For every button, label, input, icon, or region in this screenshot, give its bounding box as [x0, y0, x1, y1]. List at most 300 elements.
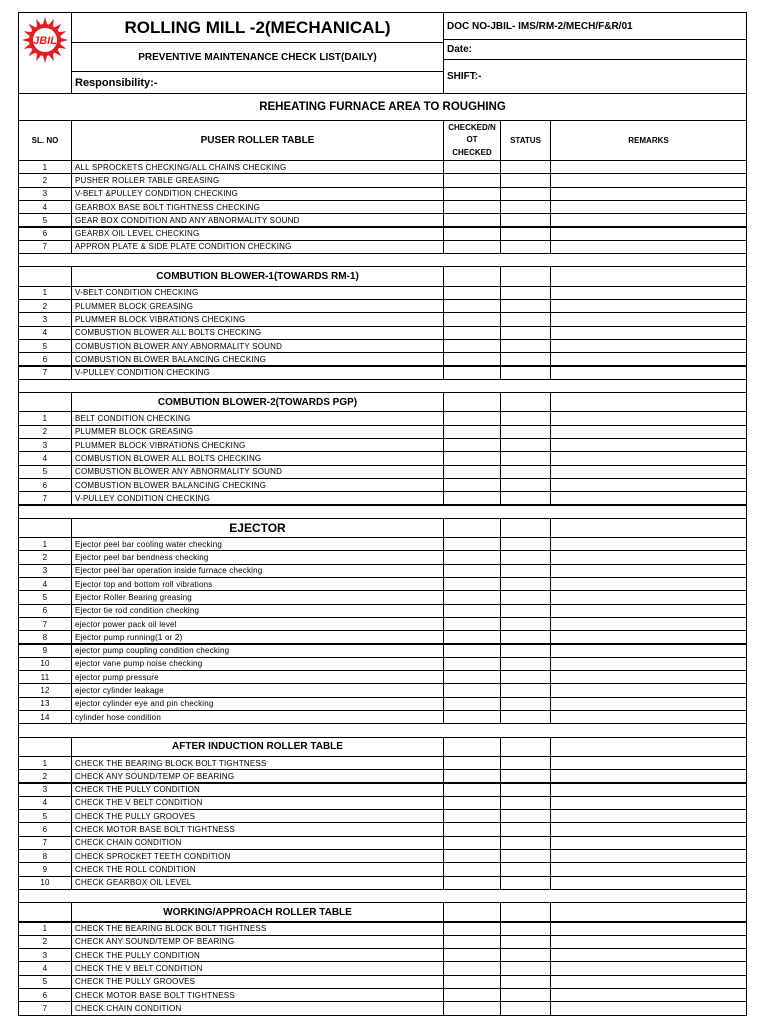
checked-cell[interactable]	[443, 836, 501, 850]
doc-number	[443, 12, 747, 40]
sl-no-cell	[18, 438, 72, 452]
remarks-cell[interactable]	[550, 809, 747, 823]
remarks-cell[interactable]	[550, 312, 747, 326]
checklist-item	[71, 550, 444, 564]
checklist-item-text: PLUMMER BLOCK VIBRATIONS CHECKING	[75, 314, 246, 324]
checklist-item-text: CHECK MOTOR BASE BOLT TIGHTNESS	[75, 990, 235, 1000]
checked-cell[interactable]	[443, 366, 501, 380]
sl-no-cell	[18, 975, 72, 989]
sl-no-cell	[18, 935, 72, 949]
checked-cell[interactable]	[443, 604, 501, 618]
remarks-cell[interactable]	[550, 451, 747, 465]
remarks-cell[interactable]	[550, 975, 747, 989]
remarks-cell[interactable]	[550, 326, 747, 340]
remarks-cell[interactable]	[550, 537, 747, 551]
checked-cell[interactable]	[443, 710, 501, 724]
shift-field	[443, 59, 747, 94]
section-header-empty	[18, 518, 72, 538]
page-title-text: ROLLING MILL -2(MECHANICAL)	[124, 17, 391, 37]
remarks-cell[interactable]	[550, 644, 747, 658]
remarks-cell[interactable]	[550, 227, 747, 241]
remarks-cell[interactable]	[550, 366, 747, 380]
status-cell[interactable]	[500, 564, 551, 578]
checked-cell[interactable]	[443, 822, 501, 836]
checklist-item-text: CHECK THE BEARING BLOCK BOLT TIGHTNESS	[75, 758, 267, 768]
sl-no-cell	[18, 564, 72, 578]
sl-no-cell	[18, 286, 72, 300]
sl-no-cell-text: 4	[42, 798, 48, 808]
remarks-cell[interactable]	[550, 286, 747, 300]
checked-cell[interactable]	[443, 756, 501, 770]
remarks-cell[interactable]	[550, 922, 747, 936]
checklist-item-text: COMBUSTION BLOWER ALL BOLTS CHECKING	[75, 453, 262, 463]
section-header-empty	[550, 266, 747, 286]
remarks-cell[interactable]	[550, 670, 747, 684]
status-cell[interactable]	[500, 326, 551, 340]
checked-cell[interactable]	[443, 286, 501, 300]
checked-cell[interactable]	[443, 352, 501, 366]
status-cell[interactable]	[500, 160, 551, 174]
remarks-cell[interactable]	[550, 577, 747, 591]
status-cell[interactable]	[500, 227, 551, 241]
status-cell[interactable]	[500, 187, 551, 201]
sl-no-cell-text: 14	[40, 712, 50, 722]
section-header-empty	[500, 737, 551, 757]
checklist-item	[71, 352, 444, 366]
checklist-item-text: CHECK THE PULLY GROOVES	[75, 977, 196, 987]
sl-no-cell-text: 3	[42, 189, 48, 199]
section-header-empty	[18, 737, 72, 757]
remarks-cell[interactable]	[550, 299, 747, 313]
checklist-item-text: PLUMMER BLOCK GREASING	[75, 301, 194, 311]
checked-cell[interactable]	[443, 876, 501, 890]
area-title-text: REHEATING FURNACE AREA TO ROUGHING	[259, 101, 506, 113]
status-cell[interactable]	[500, 173, 551, 187]
shift-field-text: SHIFT:-	[447, 71, 482, 82]
status-cell[interactable]	[500, 876, 551, 890]
status-cell[interactable]	[500, 312, 551, 326]
remarks-cell[interactable]	[550, 961, 747, 975]
checked-cell[interactable]	[443, 1001, 501, 1015]
sl-no-cell	[18, 769, 72, 783]
checked-cell[interactable]	[443, 590, 501, 604]
checked-cell[interactable]	[443, 697, 501, 711]
section-title-text: PUSER ROLLER TABLE	[200, 135, 315, 146]
checked-cell[interactable]	[443, 299, 501, 313]
sl-no-cell	[18, 577, 72, 591]
checklist-item-text: CHECK THE PULLY CONDITION	[75, 950, 201, 960]
status-cell[interactable]	[500, 451, 551, 465]
section-header-empty	[443, 518, 501, 538]
sl-no-cell-text: 4	[42, 964, 48, 974]
section-title	[71, 392, 444, 412]
checklist-item-text: CHECK THE BEARING BLOCK BOLT TIGHTNESS	[75, 924, 267, 934]
checked-cell[interactable]	[443, 326, 501, 340]
section-header-empty	[500, 266, 551, 286]
sl-no-cell	[18, 312, 72, 326]
checked-cell[interactable]	[443, 564, 501, 578]
sl-no-cell	[18, 227, 72, 241]
sl-no-cell	[18, 537, 72, 551]
spacer-row	[18, 253, 747, 267]
sl-no-cell-text: 2	[42, 771, 48, 781]
sl-no-cell	[18, 809, 72, 823]
sl-no-cell	[18, 478, 72, 492]
remarks-cell[interactable]	[550, 187, 747, 201]
status-cell[interactable]	[500, 604, 551, 618]
checked-cell[interactable]	[443, 961, 501, 975]
sl-no-cell-text: 5	[42, 811, 48, 821]
status-cell[interactable]	[500, 491, 551, 505]
status-cell[interactable]	[500, 286, 551, 300]
status-cell[interactable]	[500, 657, 551, 671]
section-header-empty	[18, 902, 72, 922]
status-cell[interactable]	[500, 550, 551, 564]
col-header-checked-text: CHECKED/N OT CHECKED	[448, 122, 496, 157]
sl-no-cell-text: 4	[42, 328, 48, 338]
responsibility-field-text: Responsibility:-	[75, 76, 158, 89]
doc-number-text: DOC NO-JBIL- IMS/RM-2/MECH/F&R/01	[447, 20, 633, 32]
remarks-cell[interactable]	[550, 657, 747, 671]
remarks-cell[interactable]	[550, 683, 747, 697]
checklist-item-text: PUSHER ROLLER TABLE GREASING	[75, 175, 220, 185]
remarks-cell[interactable]	[550, 465, 747, 479]
sl-no-cell	[18, 862, 72, 876]
checked-cell[interactable]	[443, 312, 501, 326]
checklist-item	[71, 710, 444, 724]
sl-no-cell	[18, 213, 72, 227]
sl-no-cell	[18, 352, 72, 366]
sl-no-cell-text: 6	[42, 825, 48, 835]
col-header-status	[500, 120, 551, 161]
remarks-cell[interactable]	[550, 617, 747, 631]
status-cell[interactable]	[500, 809, 551, 823]
sl-no-cell-text: 1	[42, 414, 48, 424]
checklist-item-text: cylinder hose condition	[75, 712, 161, 722]
remarks-cell[interactable]	[550, 988, 747, 1002]
section-title	[71, 902, 444, 922]
checked-cell[interactable]	[443, 948, 501, 962]
status-cell[interactable]	[500, 922, 551, 936]
checklist-item	[71, 537, 444, 551]
sl-no-cell-text: 12	[40, 686, 50, 696]
status-cell[interactable]	[500, 710, 551, 724]
checked-cell[interactable]	[443, 630, 501, 644]
checklist-item	[71, 809, 444, 823]
sl-no-cell-text: 8	[42, 632, 48, 642]
section-header-empty	[18, 392, 72, 412]
remarks-cell[interactable]	[550, 200, 747, 214]
status-cell[interactable]	[500, 352, 551, 366]
sl-no-cell	[18, 326, 72, 340]
status-cell[interactable]	[500, 796, 551, 810]
section-header-empty	[500, 902, 551, 922]
status-cell[interactable]	[500, 988, 551, 1002]
checklist-item	[71, 286, 444, 300]
checklist-item	[71, 240, 444, 254]
status-cell[interactable]	[500, 617, 551, 631]
checked-cell[interactable]	[443, 657, 501, 671]
checklist-item-text: ejector cylinder leakage	[75, 686, 164, 696]
remarks-cell[interactable]	[550, 438, 747, 452]
sl-no-cell	[18, 683, 72, 697]
checked-cell[interactable]	[443, 227, 501, 241]
status-cell[interactable]	[500, 697, 551, 711]
spacer-row	[18, 889, 747, 903]
checklist-item	[71, 227, 444, 241]
checked-cell[interactable]	[443, 411, 501, 425]
status-cell[interactable]	[500, 213, 551, 227]
status-cell[interactable]	[500, 478, 551, 492]
status-cell[interactable]	[500, 200, 551, 214]
checked-cell[interactable]	[443, 670, 501, 684]
remarks-cell[interactable]	[550, 849, 747, 863]
section-title-text: COMBUTION BLOWER-2(TOWARDS PGP)	[157, 396, 358, 408]
responsibility-field	[71, 71, 444, 94]
remarks-cell[interactable]	[550, 590, 747, 604]
status-cell[interactable]	[500, 756, 551, 770]
status-cell[interactable]	[500, 425, 551, 439]
checklist-item	[71, 438, 444, 452]
remarks-cell[interactable]	[550, 876, 747, 890]
checked-cell[interactable]	[443, 187, 501, 201]
sl-no-cell-text: 9	[42, 646, 48, 656]
checked-cell[interactable]	[443, 644, 501, 658]
remarks-cell[interactable]	[550, 411, 747, 425]
section-header-empty	[443, 266, 501, 286]
sl-no-cell	[18, 550, 72, 564]
sl-no-cell-text: 7	[42, 1003, 48, 1013]
checked-cell[interactable]	[443, 491, 501, 505]
status-cell[interactable]	[500, 411, 551, 425]
section-title	[71, 120, 444, 161]
sl-no-cell	[18, 366, 72, 380]
remarks-cell[interactable]	[550, 352, 747, 366]
checked-cell[interactable]	[443, 240, 501, 254]
sl-no-cell	[18, 465, 72, 479]
remarks-cell[interactable]	[550, 710, 747, 724]
checked-cell[interactable]	[443, 465, 501, 479]
status-cell[interactable]	[500, 630, 551, 644]
status-cell[interactable]	[500, 822, 551, 836]
status-cell[interactable]	[500, 783, 551, 797]
checked-cell[interactable]	[443, 537, 501, 551]
section-header-empty	[550, 902, 747, 922]
remarks-cell[interactable]	[550, 213, 747, 227]
sl-no-cell	[18, 710, 72, 724]
checked-cell[interactable]	[443, 550, 501, 564]
col-header-remarks-text: REMARKS	[628, 136, 669, 145]
checklist-item	[71, 491, 444, 505]
checked-cell[interactable]	[443, 683, 501, 697]
checklist-item	[71, 862, 444, 876]
checked-cell[interactable]	[443, 425, 501, 439]
checklist-item-text: Ejector top and bottom roll vibrations	[75, 579, 213, 589]
status-cell[interactable]	[500, 683, 551, 697]
status-cell[interactable]	[500, 1001, 551, 1015]
sl-no-cell-text: 10	[40, 878, 50, 888]
checked-cell[interactable]	[443, 339, 501, 353]
remarks-cell[interactable]	[550, 240, 747, 254]
sl-no-cell-text: 1	[42, 758, 48, 768]
remarks-cell[interactable]	[550, 491, 747, 505]
status-cell[interactable]	[500, 537, 551, 551]
checklist-item-text: ejector pump coupling condition checking	[75, 646, 230, 656]
status-cell[interactable]	[500, 644, 551, 658]
remarks-cell[interactable]	[550, 564, 747, 578]
checklist-item-text: CHECK THE V BELT CONDITION	[75, 798, 203, 808]
sl-no-cell-text: 2	[42, 937, 48, 947]
checklist-item-text: V-BELT &PULLEY CONDITION CHECKING	[75, 189, 239, 199]
remarks-cell[interactable]	[550, 1001, 747, 1015]
sl-no-cell-text: 7	[42, 619, 48, 629]
sl-no-cell-text: 5	[42, 592, 48, 602]
checklist-item-text: CHECK CHAIN CONDITION	[75, 838, 182, 848]
sl-no-cell-text: 11	[40, 672, 50, 682]
section-title	[71, 737, 444, 757]
status-cell[interactable]	[500, 465, 551, 479]
status-cell[interactable]	[500, 590, 551, 604]
sl-no-cell-text: 5	[42, 341, 48, 351]
remarks-cell[interactable]	[550, 425, 747, 439]
checklist-item-text: V-BELT CONDITION CHECKING	[75, 288, 199, 298]
checked-cell[interactable]	[443, 783, 501, 797]
sl-no-cell-text: 13	[40, 699, 50, 709]
checklist-item-text: Ejector Roller Bearing greasing	[75, 592, 192, 602]
sl-no-cell	[18, 783, 72, 797]
col-header-checked	[443, 120, 501, 161]
sl-no-cell-text: 9	[42, 864, 48, 874]
section-title-text: EJECTOR	[229, 520, 286, 535]
checked-cell[interactable]	[443, 769, 501, 783]
remarks-cell[interactable]	[550, 769, 747, 783]
sl-no-cell	[18, 491, 72, 505]
checklist-item-text: GEARBX OIL LEVEL CHECKING	[75, 229, 200, 239]
remarks-cell[interactable]	[550, 630, 747, 644]
sl-no-cell	[18, 339, 72, 353]
checklist-item-text: CHECK SPROCKET TEETH CONDITION	[75, 851, 231, 861]
status-cell[interactable]	[500, 975, 551, 989]
remarks-cell[interactable]	[550, 550, 747, 564]
checklist-item-text: ejector cylinder eye and pin checking	[75, 699, 214, 709]
status-cell[interactable]	[500, 299, 551, 313]
status-cell[interactable]	[500, 670, 551, 684]
remarks-cell[interactable]	[550, 862, 747, 876]
sl-no-cell	[18, 451, 72, 465]
section-title-text: COMBUTION BLOWER-1(TOWARDS RM-1)	[156, 271, 359, 283]
status-cell[interactable]	[500, 862, 551, 876]
sl-no-cell-text: 2	[42, 553, 48, 563]
status-cell[interactable]	[500, 948, 551, 962]
section-header-empty	[18, 266, 72, 286]
checked-cell[interactable]	[443, 200, 501, 214]
remarks-cell[interactable]	[550, 173, 747, 187]
spacer-row	[18, 379, 747, 393]
checklist-item	[71, 213, 444, 227]
checked-cell[interactable]	[443, 975, 501, 989]
status-cell[interactable]	[500, 438, 551, 452]
status-cell[interactable]	[500, 366, 551, 380]
date-field	[443, 39, 747, 60]
checked-cell[interactable]	[443, 173, 501, 187]
checklist-item-text: COMBUSTION BLOWER BALANCING CHECKING	[75, 480, 267, 490]
remarks-cell[interactable]	[550, 948, 747, 962]
remarks-cell[interactable]	[550, 604, 747, 618]
checklist-item-text: GEARBOX BASE BOLT TIGHTNESS CHECKING	[75, 202, 261, 212]
checked-cell[interactable]	[443, 438, 501, 452]
remarks-cell[interactable]	[550, 783, 747, 797]
checked-cell[interactable]	[443, 577, 501, 591]
page-title	[71, 12, 444, 43]
checked-cell[interactable]	[443, 862, 501, 876]
remarks-cell[interactable]	[550, 935, 747, 949]
checklist-item	[71, 339, 444, 353]
status-cell[interactable]	[500, 769, 551, 783]
sl-no-cell	[18, 876, 72, 890]
checked-cell[interactable]	[443, 935, 501, 949]
sl-no-cell-text: 4	[42, 202, 48, 212]
checklist-item-text: ejector vane pump noise checking	[75, 659, 203, 669]
section-header-empty	[443, 902, 501, 922]
checked-cell[interactable]	[443, 617, 501, 631]
sl-no-cell	[18, 756, 72, 770]
checklist-item-text: BELT CONDITION CHECKING	[75, 414, 191, 424]
page-subtitle	[71, 42, 444, 72]
remarks-cell[interactable]	[550, 796, 747, 810]
status-cell[interactable]	[500, 849, 551, 863]
checked-cell[interactable]	[443, 160, 501, 174]
checklist-item	[71, 849, 444, 863]
checked-cell[interactable]	[443, 796, 501, 810]
remarks-cell[interactable]	[550, 160, 747, 174]
checked-cell[interactable]	[443, 451, 501, 465]
status-cell[interactable]	[500, 961, 551, 975]
sl-no-cell	[18, 200, 72, 214]
remarks-cell[interactable]	[550, 339, 747, 353]
checklist-item	[71, 630, 444, 644]
remarks-cell[interactable]	[550, 478, 747, 492]
checklist-item-text: ALL SPROCKETS CHECKING/ALL CHAINS CHECKING	[75, 162, 287, 172]
checked-cell[interactable]	[443, 849, 501, 863]
status-cell[interactable]	[500, 339, 551, 353]
section-header-empty	[443, 737, 501, 757]
checked-cell[interactable]	[443, 809, 501, 823]
section-header-empty	[550, 518, 747, 538]
status-cell[interactable]	[500, 836, 551, 850]
status-cell[interactable]	[500, 240, 551, 254]
status-cell[interactable]	[500, 935, 551, 949]
checklist-item-text: PLUMMER BLOCK VIBRATIONS CHECKING	[75, 440, 246, 450]
sl-no-cell-text: 2	[42, 301, 48, 311]
checklist-item	[71, 961, 444, 975]
checklist-item-text: CHECK THE PULLY GROOVES	[75, 811, 196, 821]
remarks-cell[interactable]	[550, 836, 747, 850]
status-cell[interactable]	[500, 577, 551, 591]
checked-cell[interactable]	[443, 213, 501, 227]
remarks-cell[interactable]	[550, 697, 747, 711]
remarks-cell[interactable]	[550, 822, 747, 836]
col-header-status-text: STATUS	[510, 136, 541, 145]
checklist-item	[71, 411, 444, 425]
checked-cell[interactable]	[443, 988, 501, 1002]
checked-cell[interactable]	[443, 478, 501, 492]
sl-no-cell-text: 7	[42, 242, 48, 252]
checklist-item	[71, 299, 444, 313]
sl-no-cell-text: 4	[42, 453, 48, 463]
sl-no-cell-text: 1	[42, 539, 48, 549]
checked-cell[interactable]	[443, 922, 501, 936]
remarks-cell[interactable]	[550, 756, 747, 770]
